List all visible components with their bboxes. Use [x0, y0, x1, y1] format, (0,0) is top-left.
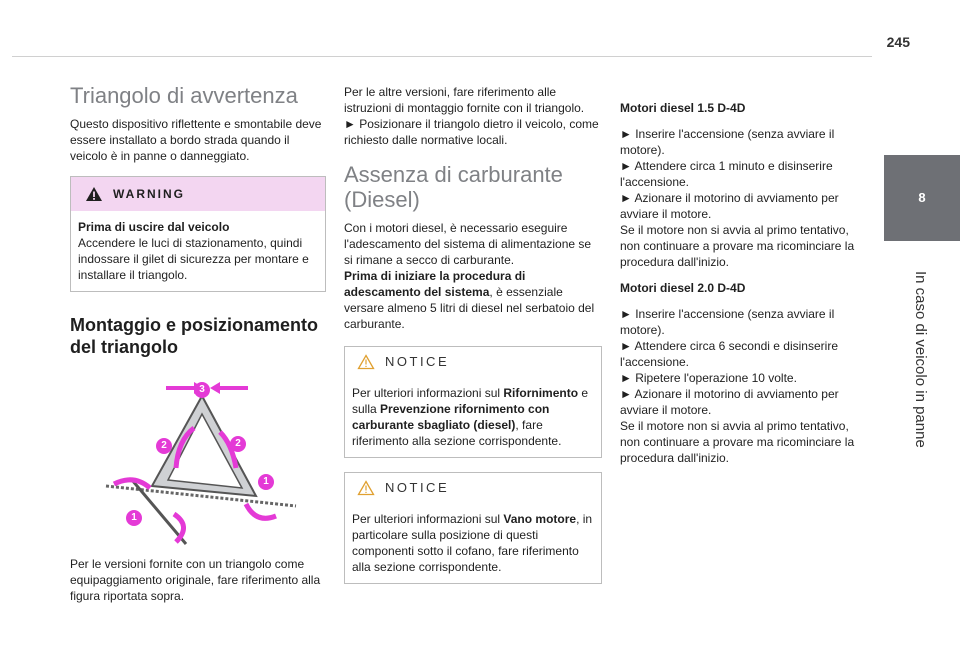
chapter-side-tab[interactable]	[884, 57, 960, 649]
other-versions-text: Per le altre versioni, fare riferimento alle istruzioni di montaggio fornite con il triangolo.	[344, 85, 585, 115]
notice-body: Per ulteriori informazioni sul Vano motore, in particolare sulla posizione di questi componenti sotto il cofano, fare riferimento alla sezione corrispondente.	[352, 512, 593, 574]
warning-label: WARNING	[113, 187, 185, 201]
warning-body	[71, 211, 325, 291]
callout-1-right: 1	[258, 474, 274, 490]
step: ► Azionare il motorino di avviamento per avviare il motore.	[620, 387, 839, 417]
warning-box	[70, 176, 326, 292]
header-rule	[12, 56, 872, 57]
warning-bold: Prima di uscire dal veicolo	[78, 220, 230, 234]
warning-text: Accendere le luci di stazionamento, quindi indossare il gilet di sicurezza per montare e installare il triangolo.	[78, 236, 309, 282]
notice-body: Per ulteriori informazioni sul Rifornimento e sulla Prevenzione rifornimento con carburante sbagliato (diesel), fare riferimento alla sezione corrispondente.	[352, 386, 589, 448]
chapter-title: In caso di veicolo in panne	[912, 271, 929, 448]
page-number: 245	[886, 34, 910, 50]
notice-label: NOTICE	[385, 480, 450, 495]
section-title-triangle: Triangolo di avvertenza	[70, 83, 298, 108]
callout-2-right: 2	[230, 436, 246, 452]
notice-header	[345, 347, 601, 377]
warning-triangle-icon	[85, 186, 103, 202]
section-title-fuel: Assenza di carburante (Diesel)	[344, 162, 563, 212]
subsection-title-1-5: Motori diesel 1.5 D-4D	[620, 101, 746, 115]
step: ► Attendere circa 1 minuto e disinserire l'accensione.	[620, 159, 833, 189]
caution-triangle-icon	[357, 354, 375, 370]
notice-header	[345, 473, 601, 503]
notice-label: NOTICE	[385, 354, 450, 369]
callout-2-left: 2	[156, 438, 172, 454]
triangle-figure	[96, 376, 310, 546]
caution-triangle-icon	[357, 480, 375, 496]
column-2	[344, 84, 602, 584]
step-note: Se il motore non si avvia al primo tentativo, non continuare a provare ma ricominciare la procedura dall'inizio.	[620, 223, 855, 269]
step: ► Ripetere l'operazione 10 volte.	[620, 371, 797, 385]
position-step: ► Posizionare il triangolo dietro il veicolo, come richiesto dalle normative locali.	[344, 117, 599, 147]
callout-3: 3	[194, 382, 210, 398]
diesel-intro: Con i motori diesel, è necessario eseguire l'adescamento del sistema di alimentazione se si rimane a secco di carburante.	[344, 221, 592, 267]
callout-1-left: 1	[126, 510, 142, 526]
intro-text: Questo dispositivo riflettente e smontabile deve essere installato a bordo strada quando il veicolo è in panne o danneggiato.	[70, 117, 322, 163]
notice-box-refuel	[344, 346, 602, 458]
section-title-assembly: Montaggio e posizionamento del triangolo	[70, 315, 318, 357]
notice-box-engine	[344, 472, 602, 584]
chapter-number: 8	[884, 155, 960, 241]
subsection-title-2-0: Motori diesel 2.0 D-4D	[620, 281, 746, 295]
figure-caption: Per le versioni fornite con un triangolo come equipaggiamento originale, fare riferimento alla figura riportata sopra.	[70, 557, 321, 603]
step: ► Azionare il motorino di avviamento per avviare il motore.	[620, 191, 839, 221]
diesel-warning-text: Prima di iniziare la procedura di adescamento del sistema, è essenziale versare almeno 5 litri di diesel nel serbatoio del carburante.	[344, 269, 595, 331]
step-note: Se il motore non si avvia al primo tentativo, non continuare a provare ma ricominciare la procedura dall'inizio.	[620, 419, 855, 465]
column-3	[620, 84, 856, 466]
step: ► Inserire l'accensione (senza avviare il motore).	[620, 307, 835, 337]
column-1	[70, 84, 326, 604]
step: ► Inserire l'accensione (senza avviare il motore).	[620, 127, 835, 157]
warning-header	[71, 177, 325, 211]
step: ► Attendere circa 6 secondi e disinserire l'accensione.	[620, 339, 838, 369]
